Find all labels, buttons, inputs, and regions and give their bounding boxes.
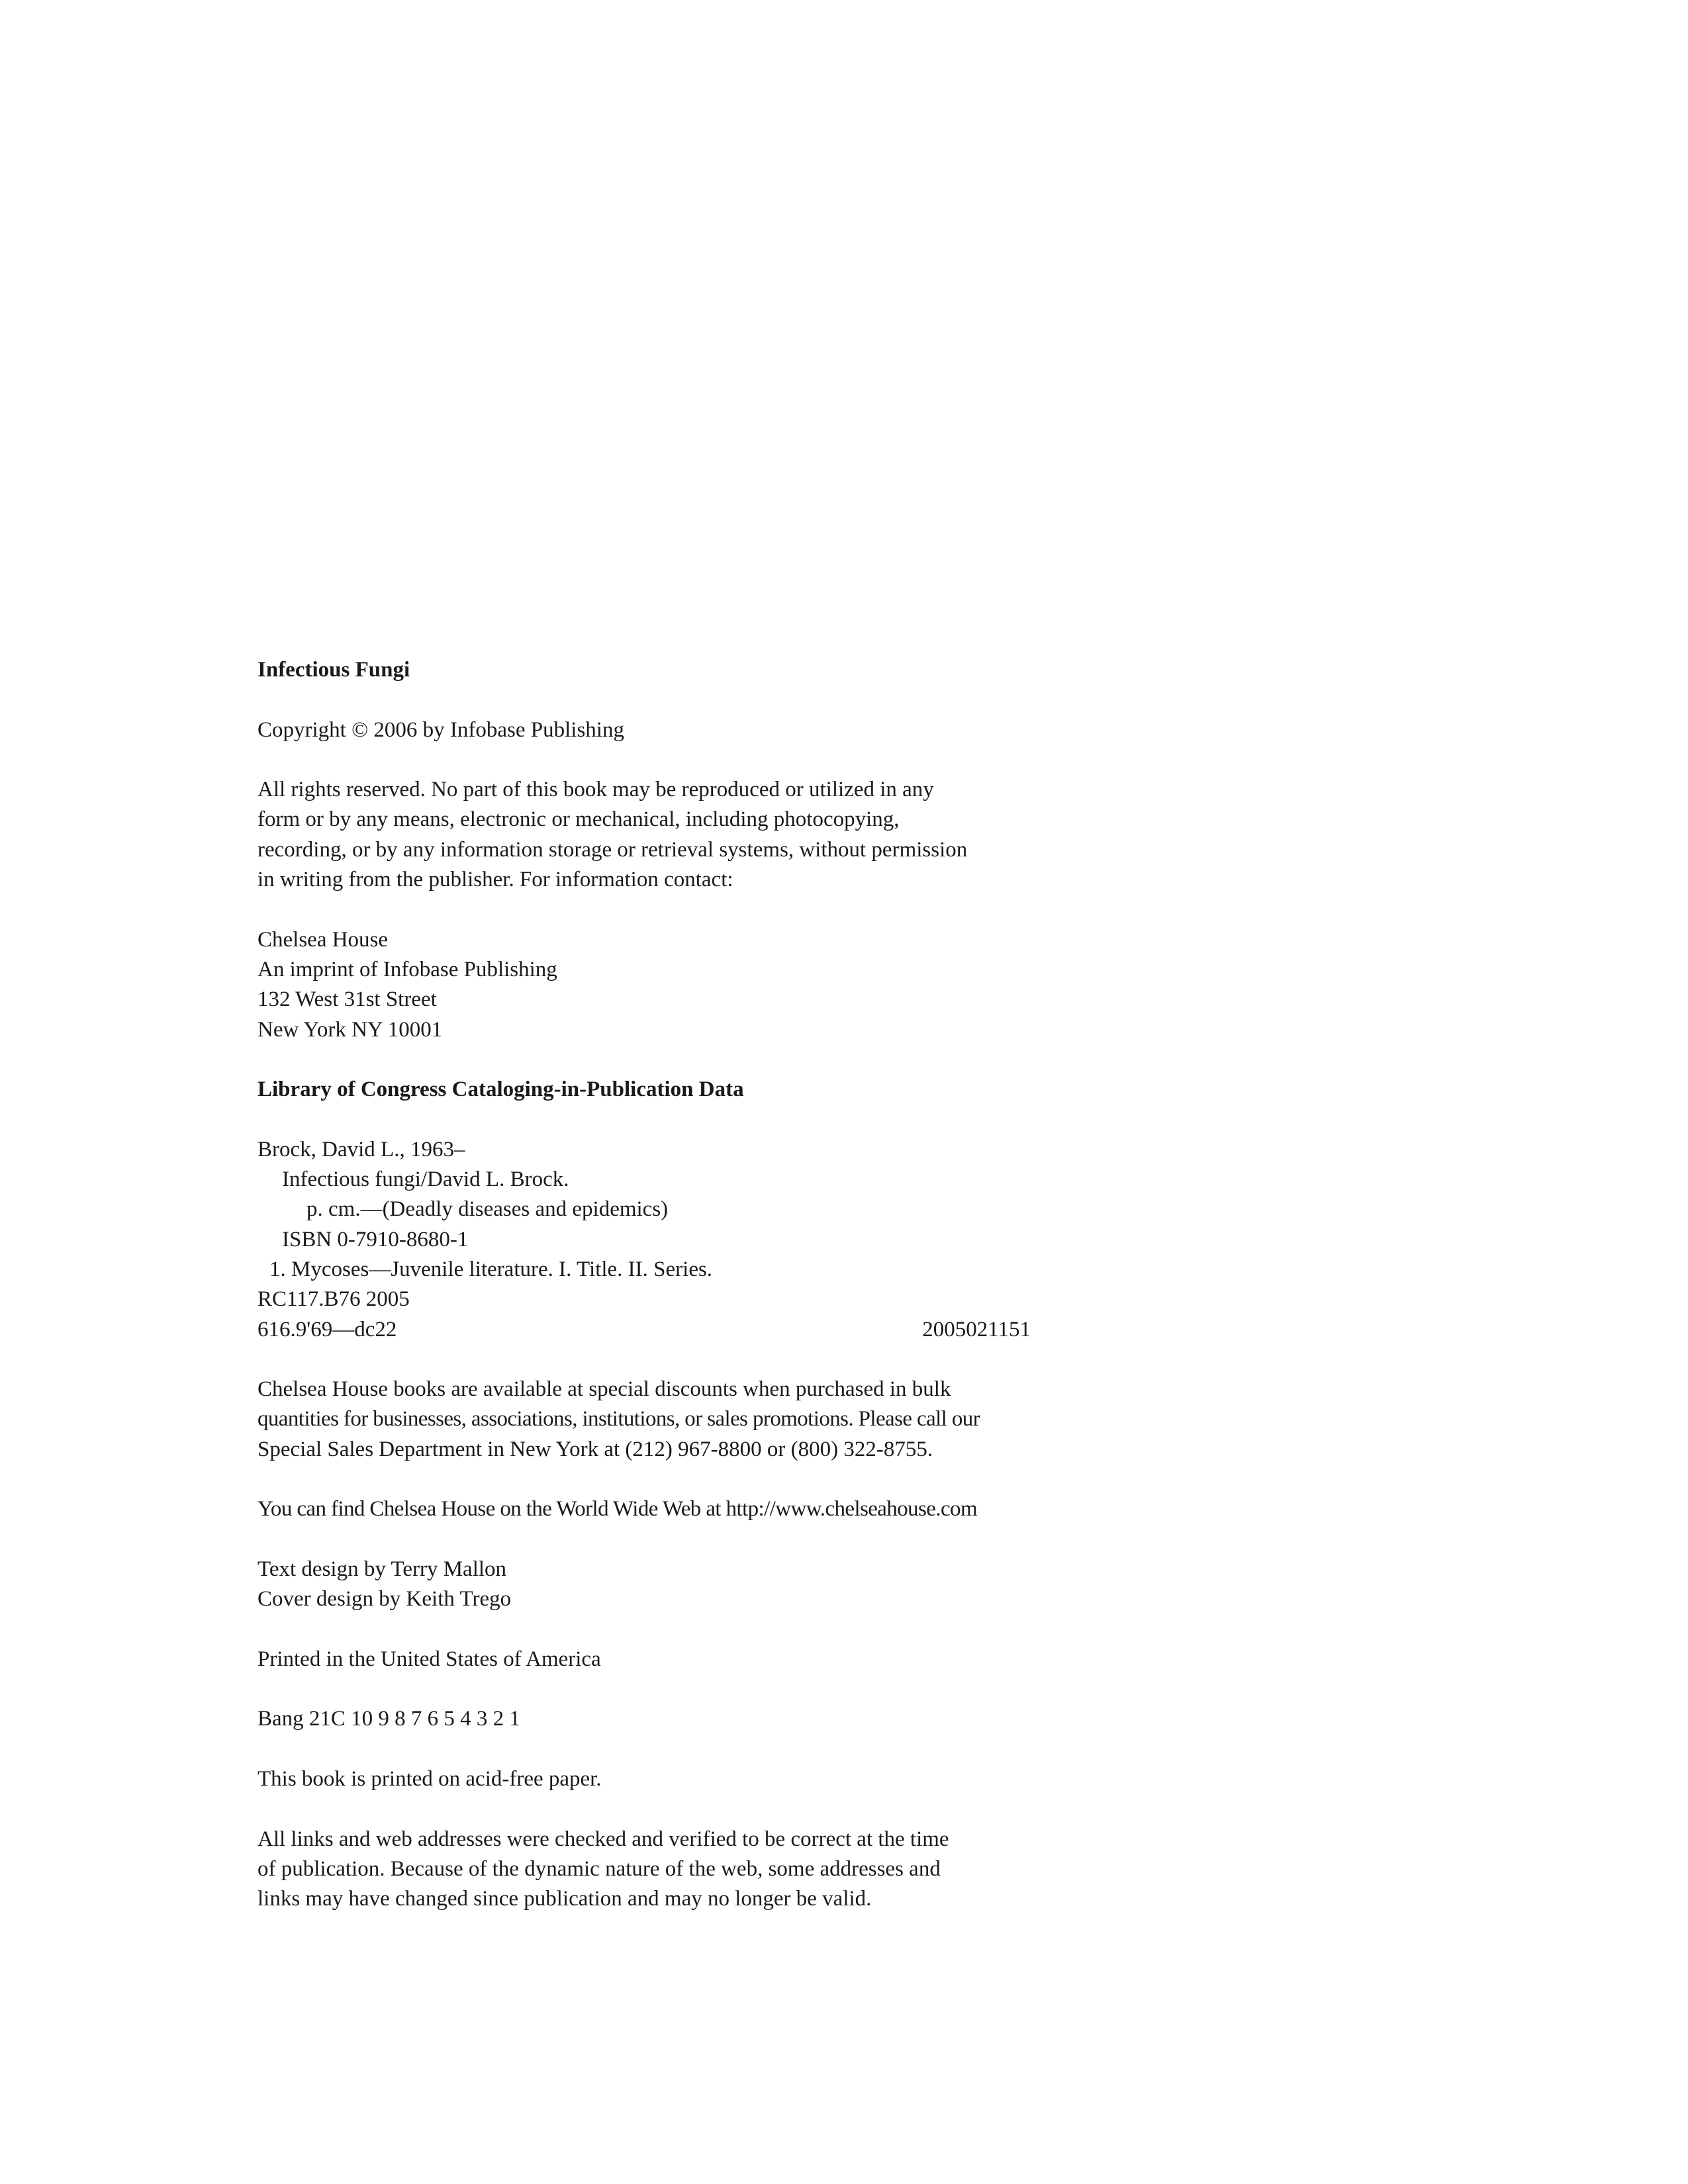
copyright-page <box>258 655 1092 1914</box>
copyright-line: Copyright © 2006 by Infobase Publishing <box>258 717 624 742</box>
spacer <box>258 685 1092 715</box>
spacer <box>258 1525 1092 1555</box>
rights-paragraph <box>258 775 1092 895</box>
cip-subjects: 1. Mycoses—Juvenile literature. I. Title. II. Series. <box>269 1257 713 1281</box>
address-line: An imprint of Infobase Publishing <box>258 957 557 981</box>
printed-in: Printed in the United States of America <box>258 1647 601 1671</box>
cip-title: Infectious fungi/David L. Brock. <box>282 1167 569 1192</box>
spacer <box>258 895 1092 925</box>
links-note <box>258 1825 1092 1915</box>
credit-line: Cover design by Keith Trego <box>258 1587 512 1612</box>
discounts-paragraph <box>258 1375 1092 1465</box>
paper-note: This book is printed on acid-free paper. <box>258 1766 602 1791</box>
cip-lccn: 2005021151 <box>922 1317 1031 1342</box>
address-line: 132 West 31st Street <box>258 987 437 1012</box>
cip-dewey: 616.9'69—dc22 <box>258 1317 397 1342</box>
spacer <box>258 1345 1092 1375</box>
credit-line: Text design by Terry Mallon <box>258 1557 507 1581</box>
cip-dewey-row <box>258 1315 1031 1345</box>
cip-block <box>258 1135 1092 1345</box>
book-title: Infectious Fungi <box>258 658 410 682</box>
cip-heading: Library of Congress Cataloging-in-Publication Data <box>258 1077 744 1102</box>
web-line: You can find Chelsea House on the World Wide Web at http://www.chelseahouse.com <box>258 1497 978 1522</box>
cip-series: p. cm.—(Deadly diseases and epidemics) <box>306 1197 669 1222</box>
spacer <box>258 745 1092 775</box>
printing-number-line: Bang 21C 10 9 8 7 6 5 4 3 2 1 <box>258 1707 520 1731</box>
links-line: links may have changed since publication and may no longer be valid. <box>258 1887 872 1911</box>
spacer <box>258 1105 1092 1134</box>
discounts-line: quantities for businesses, associations, institutions, or sales promotions. Please call our <box>258 1407 980 1432</box>
cip-isbn: ISBN 0-7910-8680-1 <box>282 1227 469 1251</box>
discounts-line: Special Sales Department in New York at (212) 967-8800 or (800) 322-8755. <box>258 1437 933 1461</box>
publisher-address <box>258 925 1092 1045</box>
design-credits <box>258 1555 1092 1615</box>
cip-lc-class: RC117.B76 2005 <box>258 1287 410 1312</box>
address-line: Chelsea House <box>258 927 389 952</box>
rights-line: in writing from the publisher. For information contact: <box>258 868 733 892</box>
spacer <box>258 1465 1092 1494</box>
spacer <box>258 1735 1092 1764</box>
rights-line: All rights reserved. No part of this book may be reproduced or utilized in any <box>258 778 934 802</box>
address-line: New York NY 10001 <box>258 1017 443 1042</box>
links-line: All links and web addresses were checked and verified to be correct at the time <box>258 1827 949 1851</box>
rights-line: recording, or by any information storage or retrieval systems, without permission <box>258 837 968 862</box>
cip-author: Brock, David L., 1963– <box>258 1137 465 1161</box>
discounts-line: Chelsea House books are available at special discounts when purchased in bulk <box>258 1377 951 1402</box>
spacer <box>258 1794 1092 1824</box>
spacer <box>258 1045 1092 1075</box>
rights-line: form or by any means, electronic or mechanical, including photocopying, <box>258 807 900 832</box>
spacer <box>258 1674 1092 1704</box>
links-line: of publication. Because of the dynamic nature of the web, some addresses and <box>258 1856 941 1881</box>
spacer <box>258 1615 1092 1645</box>
